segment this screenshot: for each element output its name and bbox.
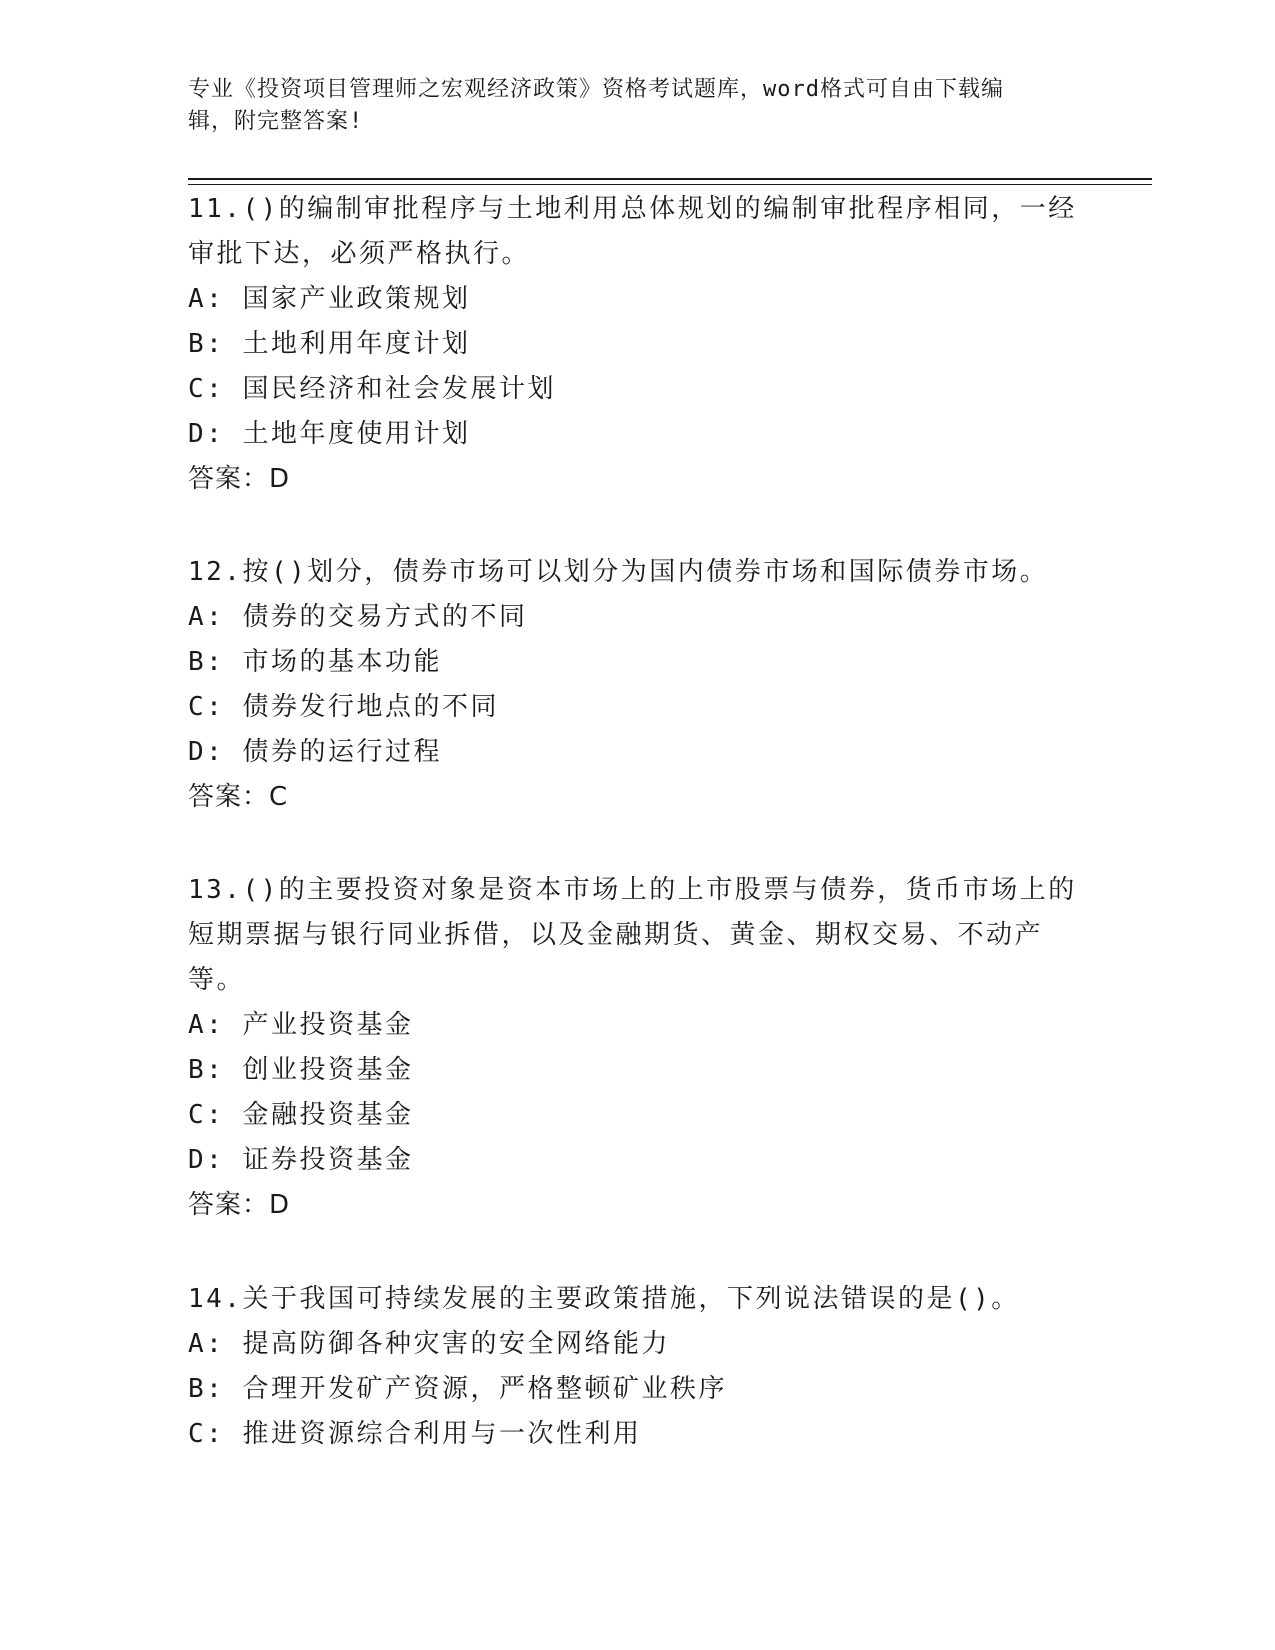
option-b: B: 合理开发矿产资源，严格整顿矿业秩序 xyxy=(188,1374,727,1404)
header-line-1: 专业《投资项目管理师之宏观经济政策》资格考试题库，word格式可自由下载编 xyxy=(188,77,1004,102)
option-c: C: 推进资源综合利用与一次性利用 xyxy=(188,1419,642,1449)
header-divider-thick xyxy=(188,178,1152,180)
option-d: D: 土地年度使用计划 xyxy=(188,419,471,449)
question-13 xyxy=(188,868,1108,1228)
document-header xyxy=(188,74,1088,138)
option-d: D: 证券投资基金 xyxy=(188,1145,414,1175)
option-a: A: 提高防御各种灾害的安全网络能力 xyxy=(188,1329,670,1359)
option-b: B: 市场的基本功能 xyxy=(188,647,442,677)
answer: 答案：D xyxy=(188,464,291,494)
question-stem: 短期票据与银行同业拆借，以及金融期货、黄金、期权交易、不动产 xyxy=(188,920,1044,950)
question-stem: 12.按()划分，债券市场可以划分为国内债券市场和国际债券市场。 xyxy=(188,557,1049,587)
option-c: C: 债券发行地点的不同 xyxy=(188,692,499,722)
question-stem: 审批下达，必须严格执行。 xyxy=(188,239,531,269)
question-12 xyxy=(188,550,1108,820)
question-stem: 13.()的主要投资对象是资本市场上的上市股票与债券，货币市场上的 xyxy=(188,875,1077,905)
option-c: C: 国民经济和社会发展计划 xyxy=(188,374,556,404)
option-b: B: 创业投资基金 xyxy=(188,1055,414,1085)
question-14 xyxy=(188,1277,1108,1457)
question-stem: 等。 xyxy=(188,965,246,995)
question-11 xyxy=(188,187,1108,502)
answer: 答案：D xyxy=(188,1190,291,1220)
option-d: D: 债券的运行过程 xyxy=(188,737,442,767)
question-stem: 11.()的编制审批程序与土地利用总体规划的编制审批程序相同，一经 xyxy=(188,194,1077,224)
question-stem: 14.关于我国可持续发展的主要政策措施，下列说法错误的是()。 xyxy=(188,1284,1020,1314)
header-line-2: 辑，附完整答案! xyxy=(188,109,364,134)
option-a: A: 国家产业政策规划 xyxy=(188,284,471,314)
option-b: B: 土地利用年度计划 xyxy=(188,329,471,359)
option-c: C: 金融投资基金 xyxy=(188,1100,414,1130)
option-a: A: 产业投资基金 xyxy=(188,1010,414,1040)
header-divider-thin xyxy=(188,184,1152,185)
option-a: A: 债券的交易方式的不同 xyxy=(188,602,528,632)
answer: 答案：C xyxy=(188,782,289,812)
